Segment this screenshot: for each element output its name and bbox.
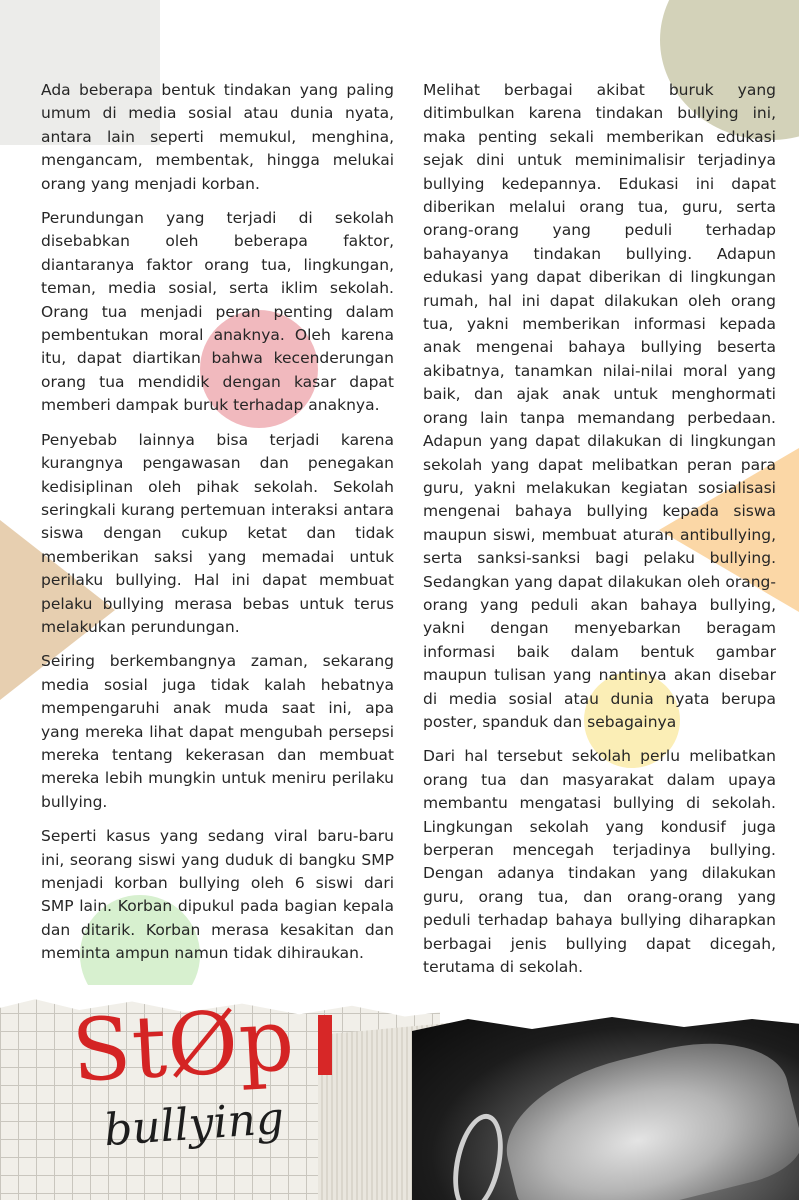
- left-paragraph-4: Seiring berkembangnya zaman, sekarang media sosial juga tidak kalah hebatnya mempengaruhi anak muda saat ini, apa yang mereka lihat dapat mengubah persepsi mereka tentang kekerasan dan membuat mereka lebih mungkin untuk meniru perilaku bullying.: [41, 652, 394, 811]
- left-paragraph-2: Perundungan yang terjadi di sekolah disebabkan oleh beberapa faktor, diantaranya faktor orang tua, lingkungan, teman, media sosial, serta iklim sekolah. Orang tua menjadi peran penting dalam pembentukan moral anaknya. Oleh karena itu, dapat diartikan bahwa kecenderungan orang tua mendidik dengan kasar dapat memberi dampak buruk terhadap anaknya.: [41, 209, 394, 415]
- left-paragraph-3: Penyebab lainnya bisa terjadi karena kurangnya pengawasan dan penegakan kedisiplinan oleh pihak sekolah. Sekolah seringkali kurang pertemuan interaksi antara siswa dengan cukup ketat dan tidak memberikan saksi yang memadai untuk perilaku bullying. Hal ini dapat membuat pelaku bullying merasa bebas untuk terus melakukan perundungan.: [41, 430, 394, 636]
- stop-bullying-banner-image: [0, 985, 799, 1200]
- stop-handwritten-text: StØp: [69, 990, 298, 1102]
- left-paragraph-5: Seperti kasus yang sedang viral baru-baru ini, seorang siswi yang duduk di bangku SMP menjadi korban bullying oleh 6 siswi dari SMP lain. Korban dipukul pada bagian kepala dan ditarik. Korban merasa kesakitan dan meminta ampun namun tidak dihiraukan.: [41, 827, 394, 963]
- left-paragraph-1: Ada beberapa bentuk tindakan yang paling umum di media sosial atau dunia nyata, antara lain seperti memukul, menghina, mengancam, membentak, hingga melukai orang yang menjadi korban.: [41, 81, 394, 193]
- left-text-column: [41, 79, 394, 977]
- right-paragraph-1: Melihat berbagai akibat buruk yang ditimbulkan karena tindakan bullying ini, maka penting sekali memberikan edukasi sejak dini untuk meminimalisir terjadinya bullying kedepannya. Edukasi ini dapat diberikan melalui orang tua, guru, serta orang-orang yang peduli terhadap bahayanya tindakan bullying. Adapun edukasi yang dapat diberikan di lingkungan rumah, hal ini dapat dilakukan oleh orang tua, yakni memberikan informasi kepada anak mengenai bahaya bullying beserta akibatnya, tanamkan nilai-nilai moral yang baik, dan ajak anak untuk menghormati orang lain tanpa memandang perbedaan. Adapun yang dapat dilakukan di lingkungan sekolah yang dapat melibatkan peran para guru, yakni melakukan kegiatan sosialisasi mengenai bahaya bullying kepada siswa maupun siswi, membuat aturan antibullying, serta sanksi-sanksi bagi pelaku bullying. Sedangkan yang dapat dilakukan oleh orang-orang yang peduli akan bahaya bullying, yakni dengan menyebarkan beragam informasi baik dalam bentuk gambar maupun tulisan yang nantinya akan disebar di media sosial atau dunia nyata berupa poster, spanduk dan sebagainya: [423, 81, 776, 731]
- right-text-column: [423, 79, 776, 990]
- bullying-handwritten-text: bullying: [102, 1092, 286, 1157]
- right-paragraph-2: Dari hal tersebut sekolah perlu melibatkan orang tua dan masyarakat dalam upaya membantu mengatasi bullying di sekolah. Lingkungan sekolah yang kondusif juga berperan mencegah terjadinya bullying. Dengan adanya tindakan yang dilakukan guru, orang tua, dan orang-orang yang peduli terhadap bahaya bullying diharapkan berbagai jenis bullying dapat dicegah, terutama di sekolah.: [423, 747, 776, 977]
- red-marker-image: [318, 1015, 332, 1075]
